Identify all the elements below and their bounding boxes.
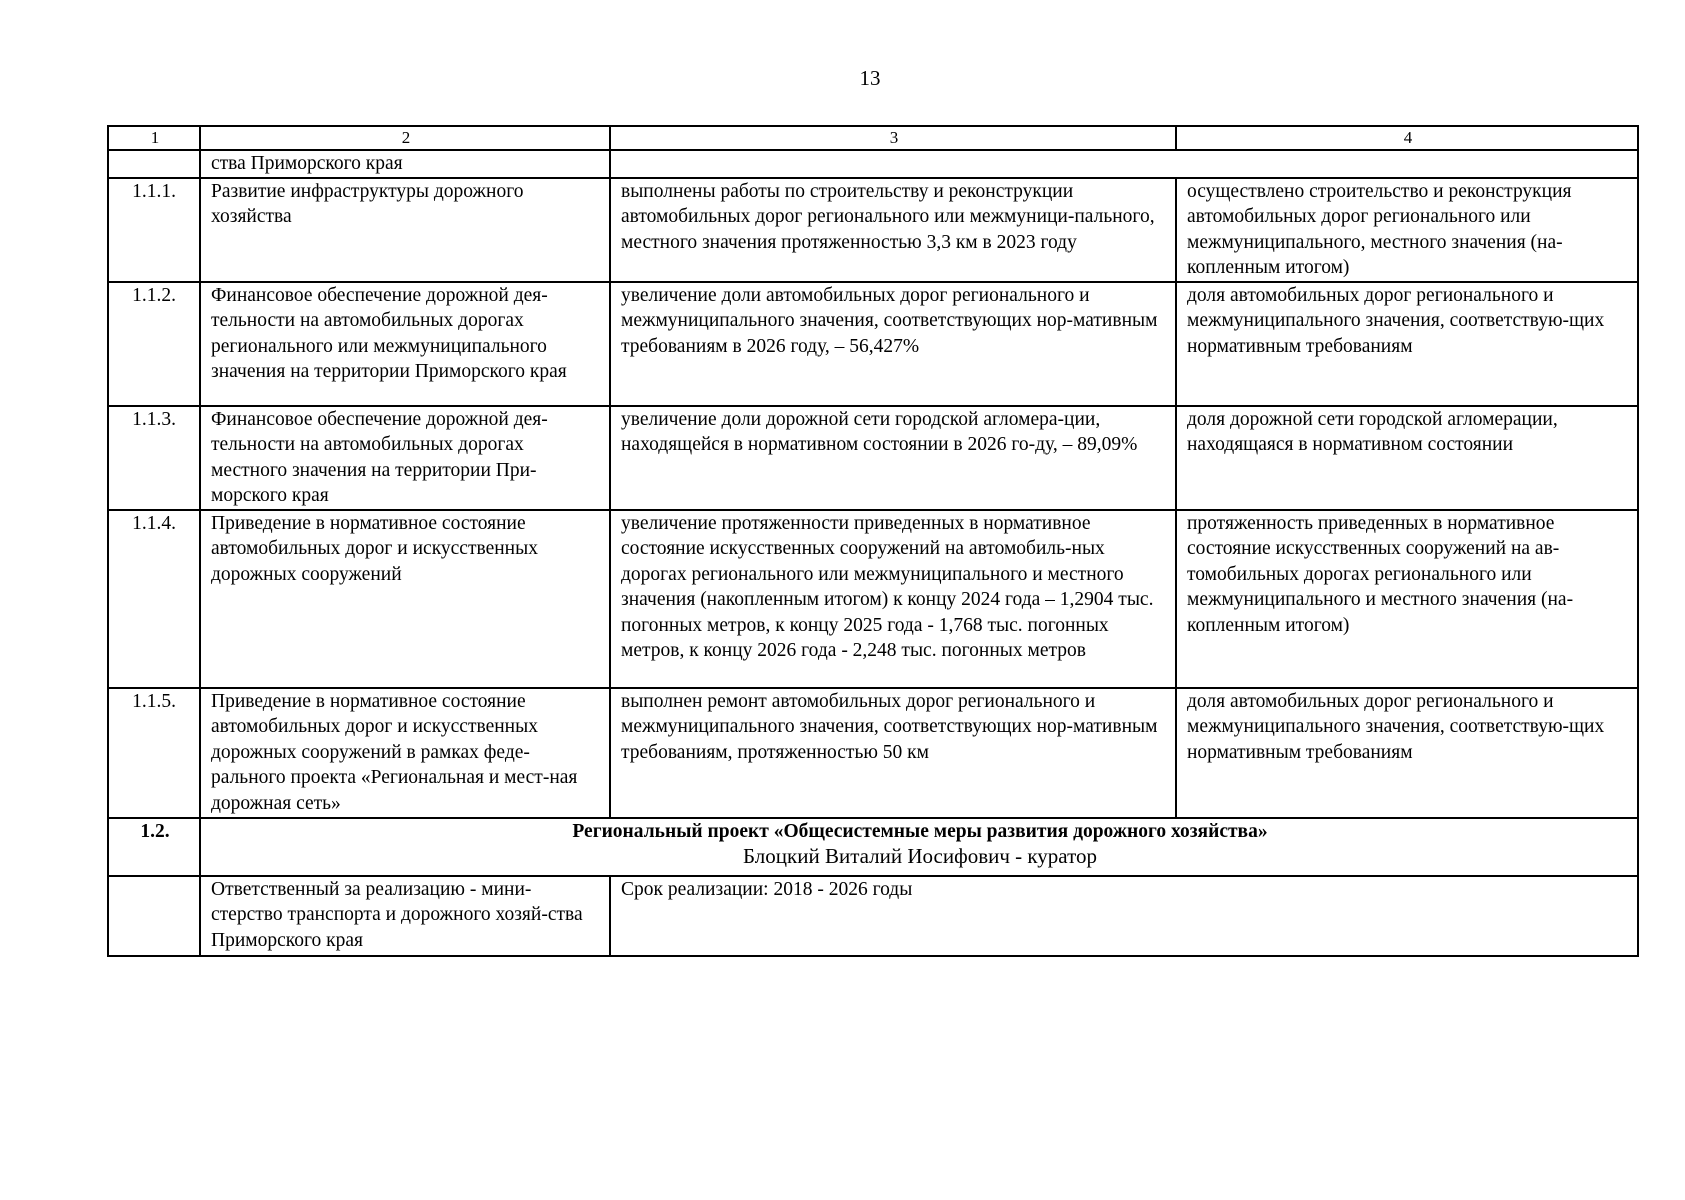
measure-name: Финансовое обеспечение дорожной дея-тельности на автомобильных дорогах местного значения на территории При-морского края <box>200 406 610 510</box>
table-row <box>108 406 1638 510</box>
project-cell <box>200 818 1638 876</box>
measures-table <box>107 125 1639 957</box>
measure-indicator: доля дорожной сети городской агломерации, находящаяся в нормативном состоянии <box>1176 406 1638 510</box>
table-row <box>108 282 1638 406</box>
measure-name: Развитие инфраструктуры дорожного хозяйства <box>200 178 610 282</box>
measure-indicator: доля автомобильных дорог регионального и межмуниципального значения, соответствую-щих нормативным требованиям <box>1176 282 1638 406</box>
table-row <box>108 178 1638 282</box>
responsible-row <box>108 876 1638 956</box>
row-number: 1.1.4. <box>108 510 200 688</box>
measure-indicator: протяженность приведенных в нормативное состояние искусственных сооружений на ав-томобильных дорогах регионального или межмуниципального и местного значения (на-копленным итогом) <box>1176 510 1638 688</box>
measure-result: увеличение доли дорожной сети городской агломера-ции, находящейся в нормативном состоянии в 2026 го-ду, – 89,09% <box>610 406 1176 510</box>
measure-name: Финансовое обеспечение дорожной дея-тельности на автомобильных дорогах регионального или межмуниципального значения на территории Приморского края <box>200 282 610 406</box>
table-header-row <box>108 126 1638 150</box>
row-number: 1.1.2. <box>108 282 200 406</box>
column-number-4: 4 <box>1176 126 1638 150</box>
measure-name: Приведение в нормативное состояние автомобильных дорог и искусственных дорожных сооружений <box>200 510 610 688</box>
measure-indicator: осуществлено строительство и реконструкция автомобильных дорог регионального или межмуниципального, местного значения (на-копленным итогом) <box>1176 178 1638 282</box>
continuation-num-cell <box>108 150 200 178</box>
row-number: 1.1.3. <box>108 406 200 510</box>
measure-result: увеличение протяженности приведенных в нормативное состояние искусственных сооружений на автомобиль-ных дорогах регионального или межмуниципального и местного значения (накопленным итогом) к концу 2024 года – 1,2904 тыс. погонных метров, к концу 2025 года - 1,768 тыс. погонных метров, к концу 2026 года - 2,248 тыс. погонных метров <box>610 510 1176 688</box>
project-curator: Блоцкий Виталий Иосифович - куратор <box>743 844 1097 868</box>
measure-name: Приведение в нормативное состояние автомобильных дорог и искусственных дорожных сооружений в рамках феде-рального проекта «Региональная и мест-ная дорожная сеть» <box>200 688 610 818</box>
column-number-3: 3 <box>610 126 1176 150</box>
measure-indicator: доля автомобильных дорог регионального и межмуниципального значения, соответствую-щих нормативным требованиям <box>1176 688 1638 818</box>
continuation-text: ства Приморского края <box>200 150 610 178</box>
column-number-1: 1 <box>108 126 200 150</box>
table-row <box>108 688 1638 818</box>
measure-result: выполнен ремонт автомобильных дорог регионального и межмуниципального значения, соответствующих нор-мативным требованиям, протяженностью 50 км <box>610 688 1176 818</box>
responsible-num-cell <box>108 876 200 956</box>
project-row <box>108 818 1638 876</box>
measure-result: увеличение доли автомобильных дорог регионального и межмуниципального значения, соответствующих нор-мативным требованиям в 2026 году, – 56,427% <box>610 282 1176 406</box>
row-number: 1.1.5. <box>108 688 200 818</box>
project-number: 1.2. <box>108 818 200 876</box>
column-number-2: 2 <box>200 126 610 150</box>
responsible-text: Ответственный за реализацию - мини-стерство транспорта и дорожного хозяй-ства Приморского края <box>200 876 610 956</box>
continuation-empty-cell <box>610 150 1638 178</box>
page-number: 13 <box>859 66 881 90</box>
implementation-term: Срок реализации: 2018 - 2026 годы <box>610 876 1638 956</box>
measure-result: выполнены работы по строительству и реконструкции автомобильных дорог регионального или межмуници-пального, местного значения протяженностью 3,3 км в 2023 году <box>610 178 1176 282</box>
row-number: 1.1.1. <box>108 178 200 282</box>
continuation-row <box>108 150 1638 178</box>
project-title: Региональный проект «Общесистемные меры развития дорожного хозяйства» <box>572 820 1268 842</box>
table-row <box>108 510 1638 688</box>
